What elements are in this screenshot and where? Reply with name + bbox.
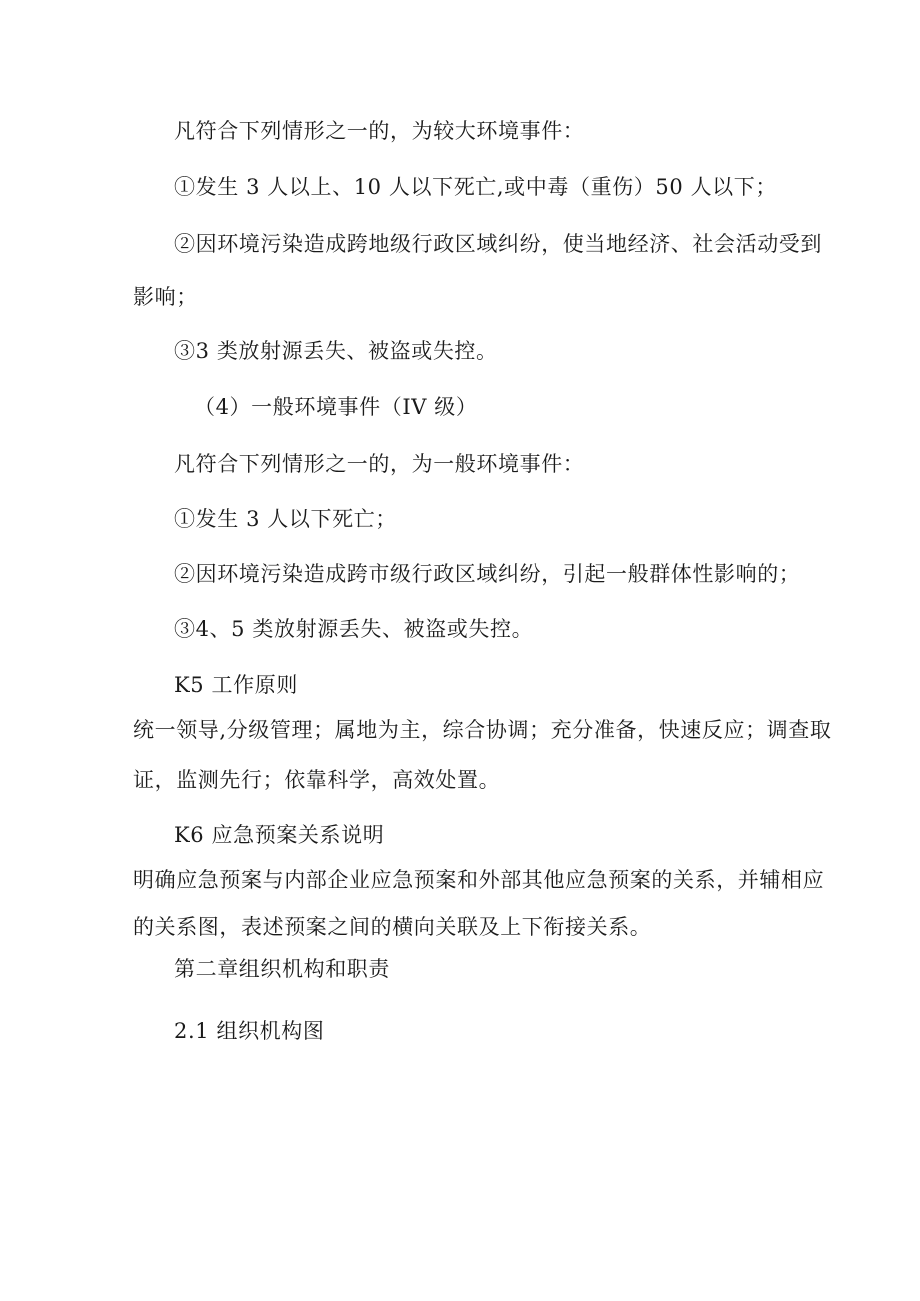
paragraph-line: 凡符合下列情形之一的，为较大环境事件： [174,119,585,143]
paragraph-line: 的关系图，表述预案之间的横向关联及上下衔接关系。 [133,915,652,939]
list-item: ①发生 3 人以上、10 人以下死亡,或中毒（重伤）50 人以下； [174,175,777,199]
section-heading: 2.1 组织机构图 [174,1019,325,1043]
paragraph-line: 明确应急预案与内部企业应急预案和外部其他应急预案的关系，并辅相应 [133,868,825,892]
list-item: ①发生 3 人以下死亡； [174,507,397,531]
list-item: ②因环境污染造成跨市级行政区域纠纷，引起一般群体性影响的； [174,562,801,586]
chapter-heading: 第二章组织机构和职责 [174,957,390,981]
paragraph-line: 影响； [133,285,198,309]
section-heading: K5 工作原则 [174,673,298,697]
paragraph-line: 证，监测先行；依靠科学，高效处置。 [133,768,501,792]
section-heading: K6 应急预案关系说明 [174,823,385,847]
paragraph-line: 统一领导,分级管理；属地为主，综合协调；充分准备，快速反应；调查取 [133,718,832,742]
list-item: ③3 类放射源丢失、被盗或失控。 [174,339,498,363]
list-item: ③4、5 类放射源丢失、被盗或失控。 [174,617,534,641]
paragraph-line: 凡符合下列情形之一的，为一般环境事件： [174,452,585,476]
section-heading: （4）一般环境事件（IV 级） [194,395,478,419]
list-item: ②因环境污染造成跨地级行政区域纠纷，使当地经济、社会活动受到 [174,232,822,256]
